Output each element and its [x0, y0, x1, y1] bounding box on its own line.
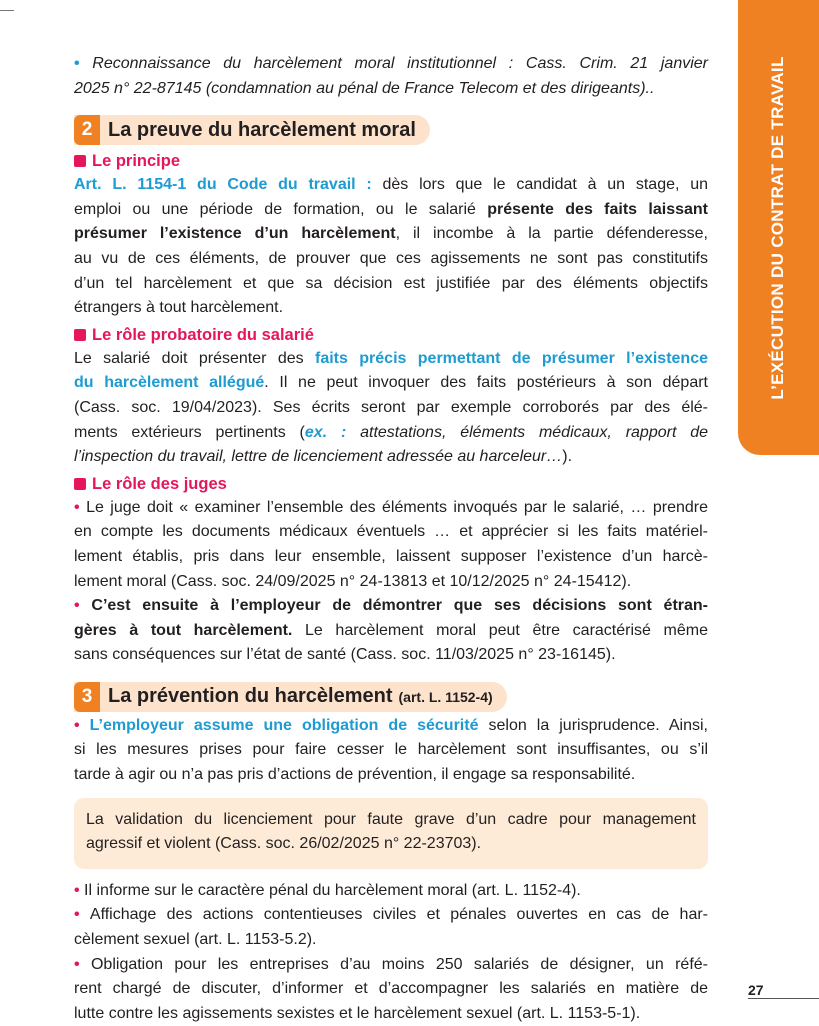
text-line [74, 619, 708, 644]
subheading-title: Le rôle probatoire du salarié [92, 325, 314, 344]
square-bullet-icon [74, 329, 86, 341]
text-line [74, 247, 708, 272]
body-text: au vu de ces éléments, de prouver que ces agissements ne sont pas constitutifs [74, 249, 708, 267]
bullet-icon: • [74, 55, 93, 72]
bullet-icon: • [74, 955, 91, 973]
text-line [74, 977, 708, 1002]
text-line [74, 643, 708, 668]
emphasis-text: présente des faits laissant [475, 200, 708, 218]
body-text: La validation du licenciement pour faute grave d’un cadre pour management [86, 810, 696, 828]
paragraph [74, 52, 708, 101]
bullet-icon: • [74, 716, 90, 734]
body-text: dès lors que le candidat à un stage, un [371, 176, 709, 194]
emphasis-text: présumer l’existence d’un harcèlement [74, 225, 396, 243]
body-text: ments extérieurs pertinents ( [74, 423, 305, 441]
emphasis-text: C’est ensuite à l’employeur de démontrer que ses décisions sont étran- [91, 597, 709, 615]
chapter-side-tab [738, 0, 819, 455]
body-text: étrangers à tout harcèlement. [74, 299, 284, 317]
body-text: emploi ou une période de formation, ou le salarié [74, 200, 476, 218]
body-text: lement établis, pris dans leur ensemble, laissent supposer l’existence d’un harcè- [74, 547, 708, 565]
text-line [74, 77, 708, 102]
emphasis-text: Reconnaissance du harcèlement moral institutionnel : Cass. Crim. 21 janvier [92, 55, 709, 72]
text-line [86, 832, 696, 857]
text-line [74, 738, 708, 763]
text-line [86, 808, 696, 833]
highlight-box [74, 798, 708, 869]
text-line [74, 520, 708, 545]
body-text: agressif et violent (Cass. soc. 26/02/2025 n° 22-23703). [86, 835, 482, 853]
subheading-title: Le principe [92, 152, 181, 171]
page-number-rule [748, 998, 819, 999]
paragraph [74, 714, 708, 788]
text-line [74, 421, 708, 446]
section-reference: (art. L. 1152-4) [398, 688, 493, 705]
body-text: cèlement sexuel (art. L. 1153-5.2). [74, 931, 317, 949]
text-line [74, 496, 708, 521]
section-title: La preuve du harcèlement moral [108, 118, 416, 141]
section-heading [74, 682, 507, 712]
text-line [74, 371, 708, 396]
section-heading-wrap [74, 668, 708, 714]
body-text: Le juge doit « examiner l’ensemble des éléments invoqués par le salarié, … prendre [86, 498, 709, 516]
body-text: si les mesures prises pour faire cesser le harcèlement sont insuffisantes, ou s’il [74, 741, 708, 759]
body-text: d’un tel harcèlement et que sa décision est justifiée par des éléments objectifs [74, 274, 708, 292]
text-line [74, 594, 708, 619]
page-number: 27 [748, 982, 764, 998]
paragraph [74, 953, 708, 1026]
paragraph [74, 173, 708, 321]
section-heading [74, 115, 430, 145]
emphasis-text: gères à tout harcèlement. [74, 621, 293, 639]
bullet-icon: • [74, 881, 85, 899]
body-text: ). [562, 448, 573, 466]
section-number: 3 [74, 682, 100, 712]
section-number: 2 [74, 115, 100, 145]
section-title: La prévention du harcèlement [108, 685, 393, 708]
text-line [74, 570, 708, 595]
text-line [74, 347, 708, 372]
body-text: Affichage des actions contentieuses civiles et pénales ouvertes en cas de har- [89, 906, 709, 924]
text-line [74, 928, 708, 953]
body-text: en compte les documents médicaux éventuels … et apprécier si les faits matériel- [74, 523, 708, 541]
text-line [74, 545, 708, 570]
text-line [74, 763, 708, 788]
text-line [74, 198, 708, 223]
section-heading-wrap [74, 101, 708, 147]
page-content [74, 52, 708, 1026]
paragraph [74, 496, 708, 594]
body-text: Le harcèlement moral peut être caractérisé même [292, 621, 708, 639]
page-corner-mark [0, 10, 14, 11]
text-line [74, 953, 708, 978]
text-line [74, 222, 708, 247]
body-text: sans conséquences sur l’état de santé (Cass. soc. 11/03/2025 n° 23-16145). [74, 646, 616, 664]
chapter-title: L’EXÉCUTION DU CONTRAT DE TRAVAIL [768, 56, 787, 400]
bullet-icon: • [74, 906, 90, 924]
text-line [74, 272, 708, 297]
text-line [74, 445, 708, 470]
body-text: selon la jurisprudence. Ainsi, [478, 716, 709, 734]
text-line [74, 173, 708, 198]
emphasis-text: 2025 n° 22-87145 (condamnation au pénal de France Telecom et des dirigeants).. [74, 79, 655, 97]
body-text: Obligation pour les entreprises d’au moins 250 salariés de désigner, un réfé- [90, 955, 708, 973]
square-bullet-icon [74, 155, 86, 167]
text-line [74, 296, 708, 321]
emphasis-text: attestations, éléments médicaux, rapport de [346, 423, 709, 441]
text-line [74, 1002, 708, 1026]
body-text: Il informe sur le caractère pénal du harcèlement moral (art. L. 1152-4). [84, 881, 581, 899]
emphasis-text: ex. : [304, 423, 347, 441]
body-text: rent chargé de discuter, d’informer et d’accompagner les salariés en matière de [74, 980, 708, 998]
paragraph [74, 903, 708, 952]
emphasis-text: Art. L. 1154-1 du Code du travail : [74, 176, 372, 194]
bullet-icon: • [74, 498, 87, 516]
emphasis-text: L’employeur assume une obligation de sécurité [89, 716, 479, 734]
body-text: , il incombe à la partie défenderesse, [395, 225, 709, 243]
body-text: lement moral (Cass. soc. 24/09/2025 n° 24-13813 et 10/12/2025 n° 24-15412). [74, 572, 632, 590]
body-text: Le salarié doit présenter des [74, 349, 304, 367]
emphasis-text: faits précis permettant de présumer l’existence [303, 349, 709, 367]
square-bullet-icon [74, 478, 86, 490]
emphasis-text: l’inspection du travail, lettre de licenciement adressée au harceleur… [74, 448, 563, 466]
subheading-title: Le rôle des juges [92, 474, 227, 493]
paragraph [74, 347, 708, 470]
text-line [74, 903, 708, 928]
paragraph [74, 594, 708, 668]
subheading [74, 149, 708, 173]
subheading [74, 472, 708, 496]
text-line [74, 714, 708, 739]
body-text: (Cass. soc. 19/04/2023). Ses écrits seront par exemple corroborés par des élé- [74, 398, 708, 416]
body-text: lutte contre les agissements sexistes et le harcèlement sexuel (art. L. 1153-5-1). [74, 1004, 641, 1022]
emphasis-text: du harcèlement allégué [74, 374, 265, 392]
text-line [74, 879, 708, 904]
subheading [74, 323, 708, 347]
bullet-icon: • [74, 597, 92, 615]
body-text: . Il ne peut invoquer des faits postérieurs à son départ [264, 374, 709, 392]
body-text: tarde à agir ou n’a pas pris d’actions de prévention, il engage sa responsabilité. [74, 766, 636, 784]
text-line [74, 52, 708, 77]
text-line [74, 396, 708, 421]
paragraph [74, 879, 708, 904]
